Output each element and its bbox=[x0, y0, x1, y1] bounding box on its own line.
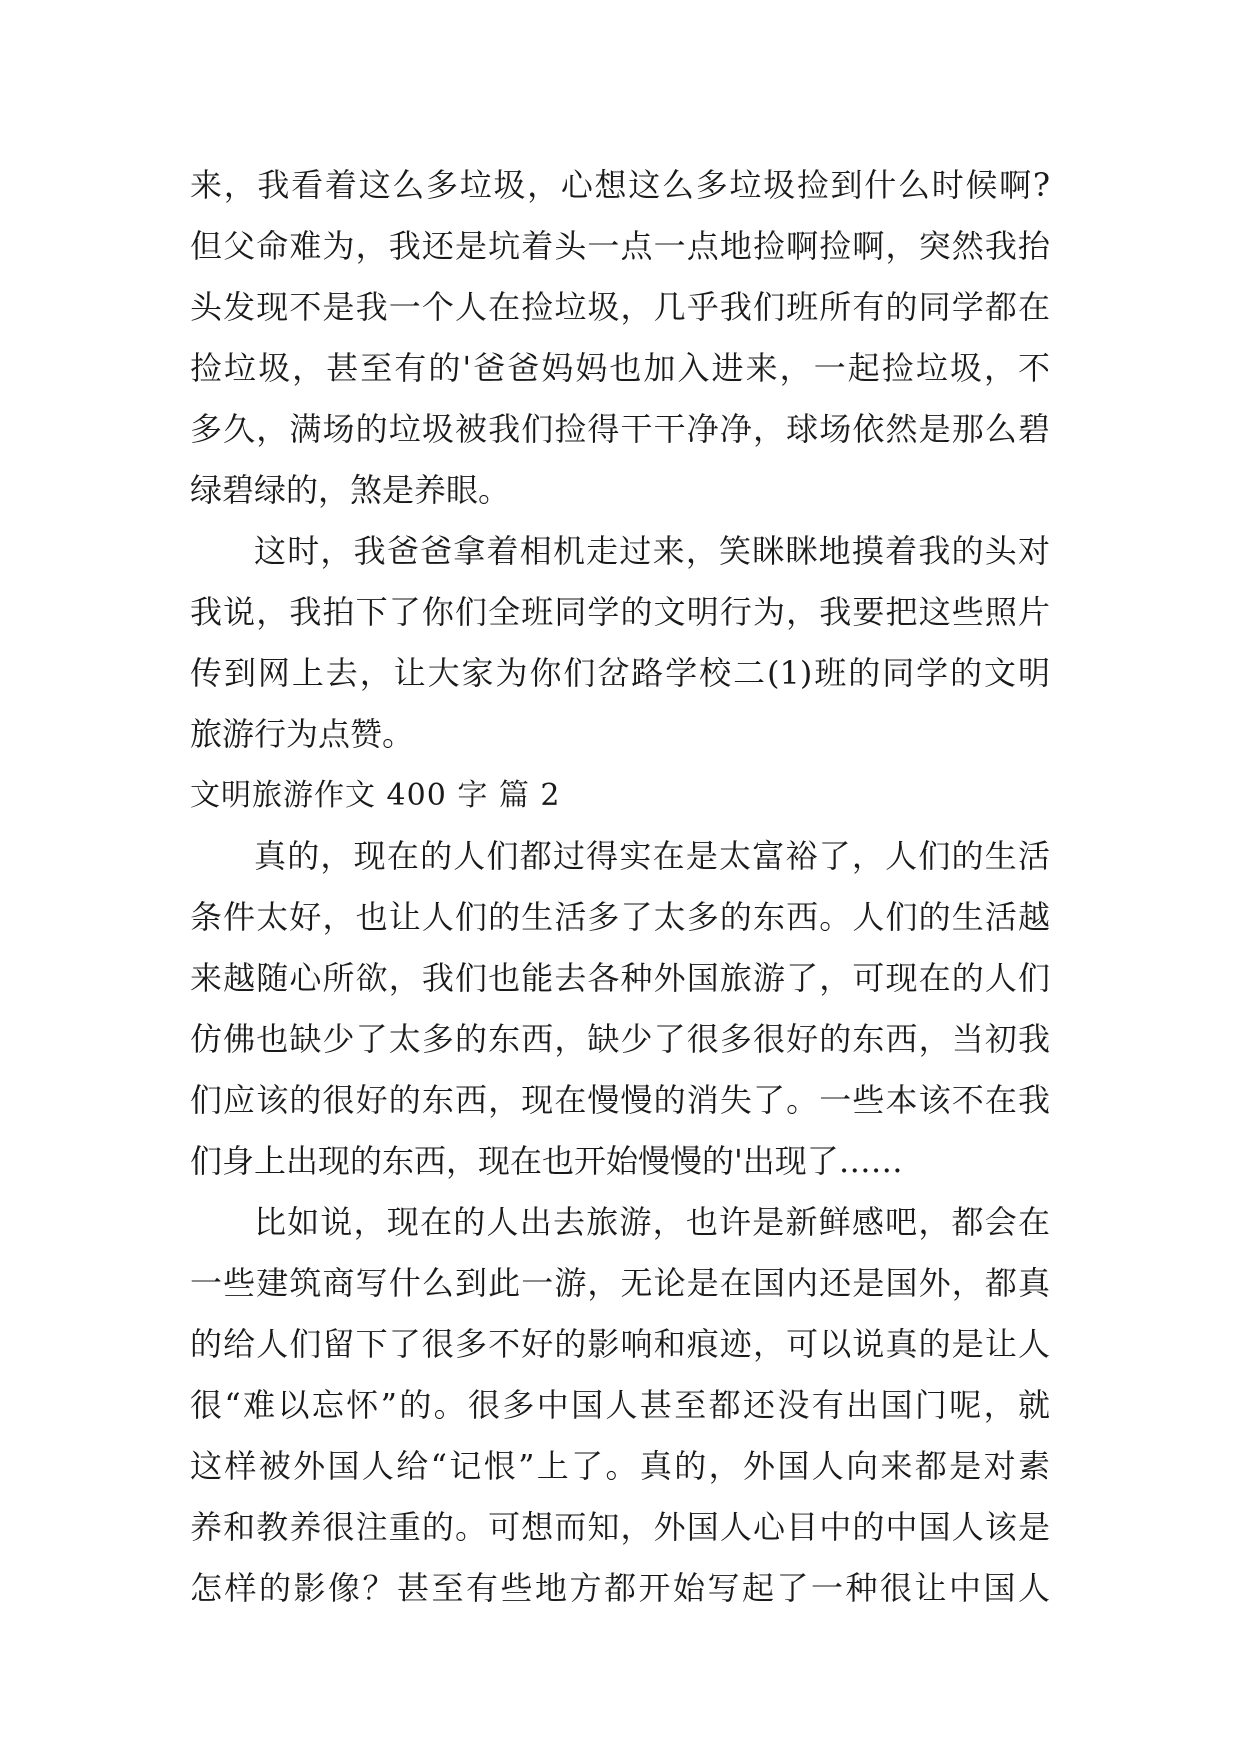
paragraph-3 bbox=[190, 826, 1050, 1192]
text-line: 这时，我爸爸拿着相机走过来，笑眯眯地摸着我的头对 bbox=[254, 532, 1050, 570]
text-line: 们身上出现的东西，现在也开始慢慢的'出现了…… bbox=[190, 1142, 903, 1180]
text-line: 来，我看着这么多垃圾，心想这么多垃圾捡到什么时候啊? bbox=[190, 166, 1050, 204]
text-line: 养和教养很注重的。可想而知，外国人心目中的中国人该是 bbox=[190, 1508, 1050, 1546]
text-line: 绿碧绿的，煞是养眼。 bbox=[190, 471, 511, 509]
section-heading: 文明旅游作文 400 字 篇 2 bbox=[190, 778, 561, 813]
text-line: 条件太好，也让人们的生活多了太多的东西。人们的生活越 bbox=[190, 898, 1050, 936]
text-line: 这样被外国人给“记恨”上了。真的，外国人向来都是对素 bbox=[190, 1447, 1050, 1485]
paragraph-1 bbox=[190, 155, 1050, 521]
text-line: 一些建筑商写什么到此一游，无论是在国内还是国外，都真 bbox=[190, 1264, 1050, 1302]
text-line: 们应该的很好的东西，现在慢慢的消失了。一些本该不在我 bbox=[190, 1081, 1050, 1119]
text-line: 多久，满场的垃圾被我们捡得干干净净，球场依然是那么碧 bbox=[190, 410, 1050, 448]
text-line: 很“难以忘怀”的。很多中国人甚至都还没有出国门呢，就 bbox=[190, 1386, 1050, 1424]
document-body bbox=[190, 155, 1050, 1619]
text-line: 怎样的影像？甚至有些地方都开始写起了一种很让中国人 bbox=[190, 1569, 1050, 1607]
text-line: 仿佛也缺少了太多的东西，缺少了很多很好的东西，当初我 bbox=[190, 1020, 1050, 1058]
text-line: 旅游行为点赞。 bbox=[190, 715, 415, 753]
text-line: 的给人们留下了很多不好的影响和痕迹，可以说真的是让人 bbox=[190, 1325, 1050, 1363]
text-line: 来越随心所欲，我们也能去各种外国旅游了，可现在的人们 bbox=[190, 959, 1050, 997]
text-line: 头发现不是我一个人在捡垃圾，几乎我们班所有的同学都在 bbox=[190, 288, 1050, 326]
text-line: 捡垃圾，甚至有的'爸爸妈妈也加入进来，一起捡垃圾，不 bbox=[190, 349, 1050, 387]
text-line: 传到网上去，让大家为你们岔路学校二(1)班的同学的文明 bbox=[190, 654, 1050, 692]
text-line: 真的，现在的人们都过得实在是太富裕了，人们的生活 bbox=[254, 837, 1050, 875]
text-line: 但父命难为，我还是坑着头一点一点地捡啊捡啊，突然我抬 bbox=[190, 227, 1050, 265]
paragraph-4 bbox=[190, 1192, 1050, 1619]
text-line: 我说，我拍下了你们全班同学的文明行为，我要把这些照片 bbox=[190, 593, 1050, 631]
paragraph-2 bbox=[190, 521, 1050, 765]
text-line: 比如说，现在的人出去旅游，也许是新鲜感吧，都会在 bbox=[254, 1203, 1050, 1241]
